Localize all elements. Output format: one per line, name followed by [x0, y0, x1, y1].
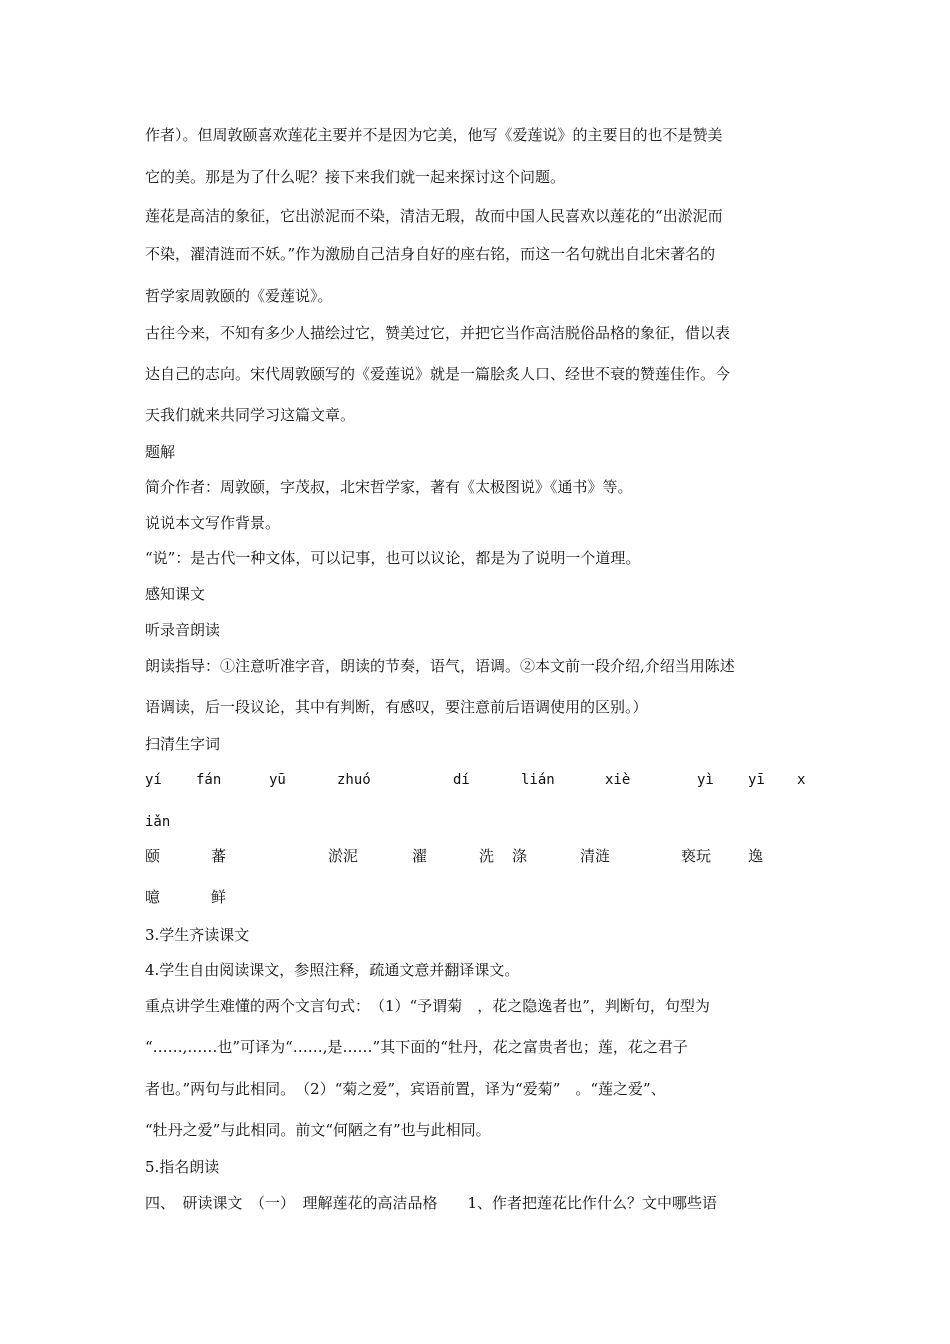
- paragraph-line: 扫清生字词: [145, 735, 221, 753]
- pinyin: yī: [748, 772, 765, 788]
- paragraph-line: 它的美。那是为了什么呢？接下来我们就一起来探讨这个问题。: [145, 168, 566, 186]
- section-heading: 感知课文: [145, 585, 206, 603]
- paragraph-line: 不染，濯清涟而不妖。”作为激励自己洁身自好的座右铭，而这一名句就出自北宋著名的: [145, 245, 716, 263]
- pinyin: yū: [269, 772, 286, 788]
- paragraph-line: 四、 研读课文 （一） 理解莲花的高洁品格 1、作者把莲花比作什么？文中哪些语: [145, 1194, 718, 1212]
- pinyin: yí: [145, 772, 162, 788]
- paragraph-line: 者也。”两句与此相同。 （2）“菊之爱”，宾语前置，译为“爱菊” 。“莲之爱”、: [145, 1080, 666, 1098]
- paragraph-line: 达自己的志向。宋代周敦颐写的《爱莲说》就是一篇脍炙人口、经世不衰的赞莲佳作。今: [145, 365, 731, 383]
- paragraph-line: “……,……也”可译为“……,是……”其下面的“牡丹，花之富贵者也；莲，花之君子: [145, 1038, 688, 1056]
- pinyin: dí: [453, 772, 470, 788]
- pinyin: iǎn: [145, 814, 171, 830]
- paragraph-line: 语调读，后一段议论，其中有判断，有感叹，要注意前后语调使用的区别。）: [145, 698, 648, 716]
- pinyin: x: [797, 772, 806, 788]
- paragraph-line: 说说本文写作背景。: [145, 514, 281, 532]
- paragraph-line: 古往今来，不知有多少人描绘过它，赞美过它，并把它当作高洁脱俗品格的象征，借以表: [145, 324, 731, 342]
- paragraph-line: 天我们就来共同学习这篇文章。: [145, 406, 356, 424]
- paragraph-line: 5.指名朗读: [145, 1158, 220, 1176]
- vocab-word: 清涟: [580, 847, 611, 865]
- paragraph-line: 简介作者：周敦颐，字茂叔，北宋哲学家，著有《太极图说》《通书》等。: [145, 478, 633, 496]
- paragraph-line: 4.学生自由阅读课文，参照注释，疏通文意并翻译课文。: [145, 961, 520, 979]
- vocab-word: 颐: [145, 847, 161, 865]
- vocab-word: 亵玩: [681, 847, 712, 865]
- vocab-word: 涤: [512, 847, 528, 865]
- pinyin: yì: [697, 772, 714, 788]
- pinyin: xiè: [605, 772, 631, 788]
- vocab-word: 洗: [479, 847, 495, 865]
- vocab-word: 逸: [748, 847, 764, 865]
- paragraph-line: 3.学生齐读课文: [145, 926, 250, 944]
- paragraph-line: “牡丹之爱”与此相同。前文“何陋之有”也与此相同。: [145, 1121, 491, 1139]
- pinyin: lián: [521, 772, 555, 788]
- paragraph-line: 听录音朗读: [145, 621, 221, 639]
- paragraph-line: 哲学家周敦颐的《爱莲说》。: [145, 287, 333, 305]
- paragraph-line: “说”：是古代一种文体，可以记事，也可以议论，都是为了说明一个道理。: [145, 549, 641, 567]
- pinyin: zhuó: [337, 772, 371, 788]
- vocab-word: 噫: [145, 888, 161, 906]
- paragraph-line: 重点讲学生难懂的两个文言句式： （1）“予谓菊 ，花之隐逸者也”，判断句，句型为: [145, 997, 710, 1015]
- pinyin: fán: [196, 772, 222, 788]
- vocab-word: 淤泥: [328, 847, 359, 865]
- vocab-word: 蕃: [211, 847, 227, 865]
- vocab-word: 鲜: [211, 888, 227, 906]
- paragraph-line: 朗读指导：①注意听准字音，朗读的节奏，语气，语调。②本文前一段介绍,介绍当用陈述: [145, 657, 735, 675]
- paragraph-line: 莲花是高洁的象征，它出淤泥而不染，清洁无瑕，故而中国人民喜欢以莲花的“出淤泥而: [145, 207, 723, 225]
- section-heading: 题解: [145, 443, 176, 461]
- paragraph-line: 作者）。但周敦颐喜欢莲花主要并不是因为它美，他写《爱莲说》的主要目的也不是赞美: [145, 126, 723, 144]
- vocab-word: 濯: [412, 847, 428, 865]
